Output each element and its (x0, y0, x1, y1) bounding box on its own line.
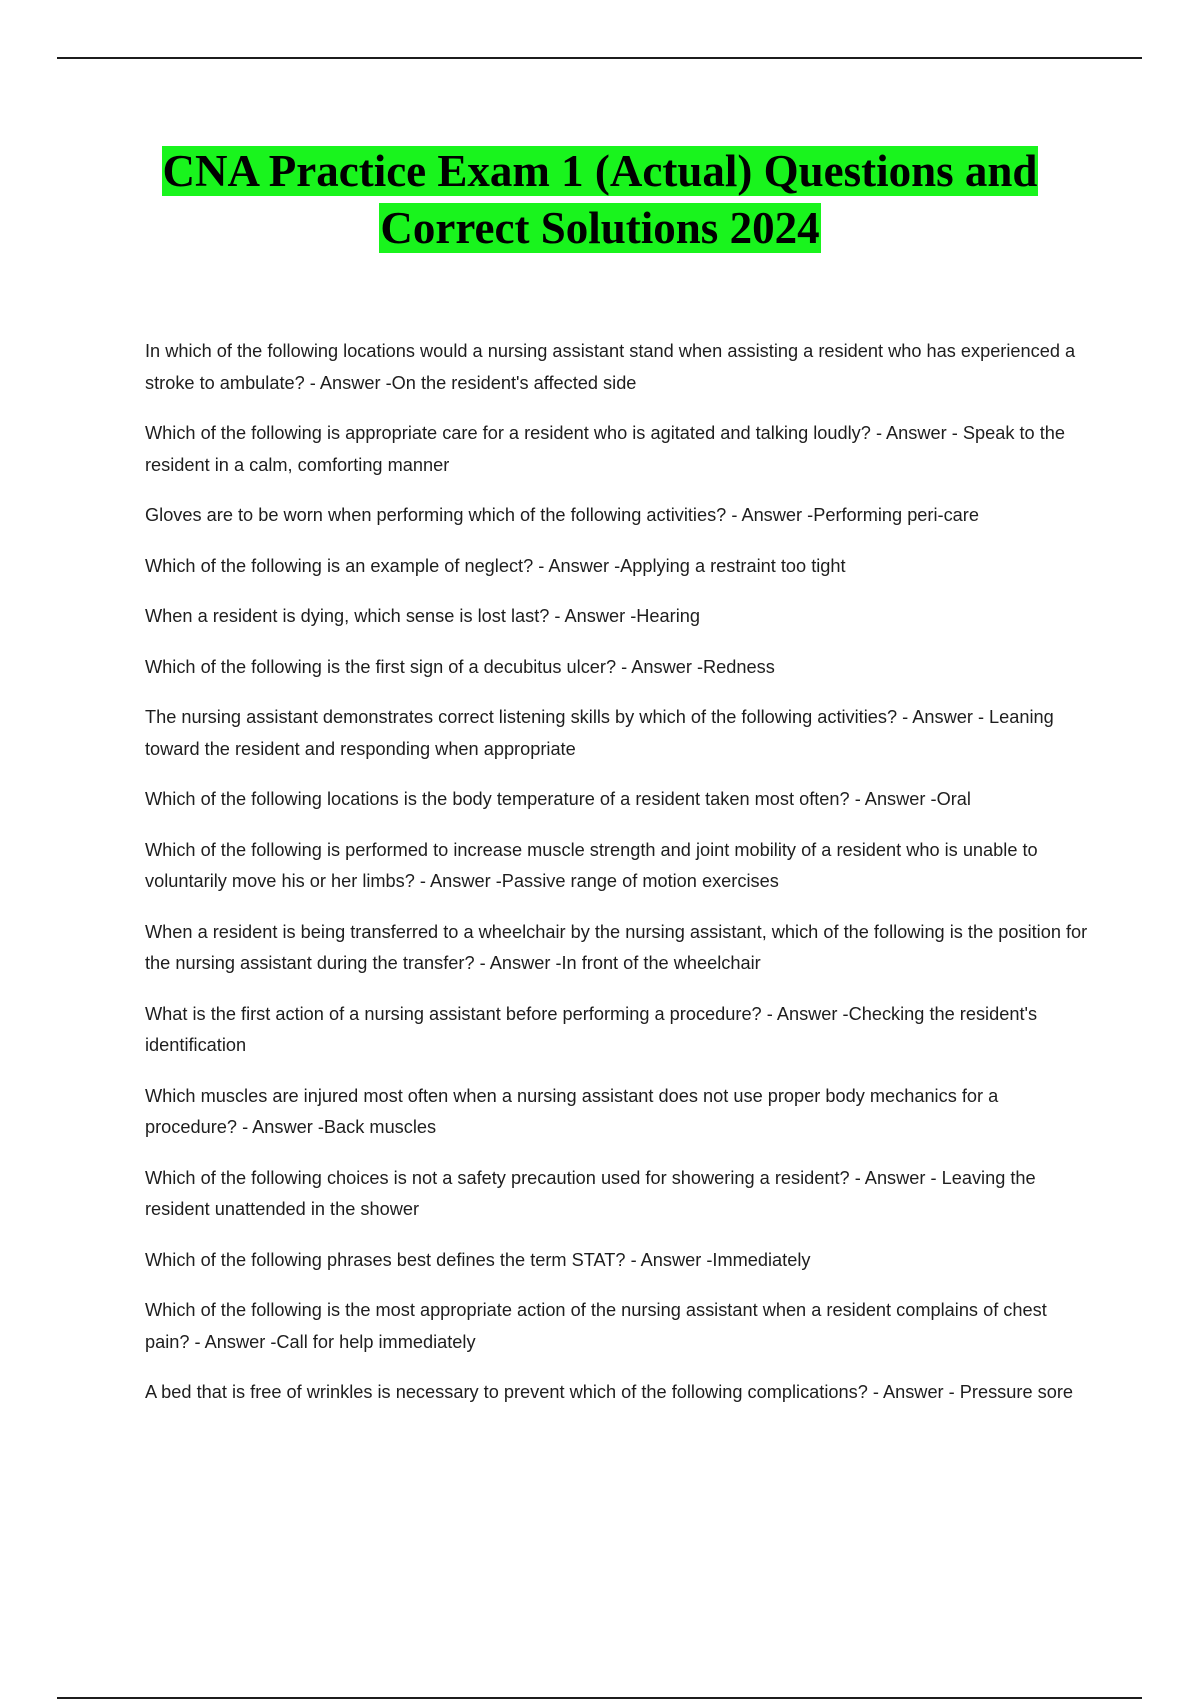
top-rule (57, 57, 1142, 59)
qa-item: Which of the following phrases best defines the term STAT? - Answer -Immediately (145, 1249, 811, 1270)
qa-item: Which muscles are injured most often when a nursing assistant does not use proper body mechanics for a procedure? - Answer -Back muscles (145, 1085, 999, 1137)
qa-item: In which of the following locations would a nursing assistant stand when assisting a resident who has experienced a stroke to ambulate? - Answer -On the resident's affected side (145, 341, 1076, 393)
qa-item: Which of the following is the most appropriate action of the nursing assistant when a resident complains of chest pain? - Answer -Call for help immediately (145, 1300, 1047, 1352)
qa-item: Which of the following is performed to increase muscle strength and joint mobility of a resident who is unable to voluntarily move his or her limbs? - Answer -Passive range of motion exercises (145, 839, 1038, 891)
qa-item: Which of the following is an example of neglect? - Answer -Applying a restraint too tight (145, 555, 846, 576)
question-answer-list (145, 336, 1095, 1428)
qa-item: Which of the following is appropriate care for a resident who is agitated and talking loudly? - Answer - Speak to the resident in a calm, comforting manner (145, 423, 1065, 475)
qa-item: Gloves are to be worn when performing which of the following activities? - Answer -Performing peri-care (145, 505, 979, 525)
qa-item: Which of the following locations is the body temperature of a resident taken most often? - Answer -Oral (145, 789, 971, 809)
qa-item: What is the first action of a nursing assistant before performing a procedure? - Answer -Checking the resident's identification (145, 1003, 1038, 1055)
qa-item: When a resident is dying, which sense is lost last? - Answer -Hearing (145, 606, 700, 626)
title-line-1: CNA Practice Exam 1 (Actual) Questions and (162, 146, 1038, 196)
qa-item: Which of the following choices is not a safety precaution used for showering a resident? - Answer - Leaving the resident unattended in the shower (145, 1167, 1036, 1219)
qa-item: When a resident is being transferred to a wheelchair by the nursing assistant, which of the following is the position for the nursing assistant during the transfer? - Answer -In front of the wheelchair (145, 921, 1088, 973)
document-title (100, 143, 1100, 257)
qa-item: Which of the following is the first sign of a decubitus ulcer? - Answer -Redness (145, 656, 775, 677)
qa-item: The nursing assistant demonstrates correct listening skills by which of the following activities? - Answer - Leaning toward the resident and responding when appropriate (145, 707, 1054, 759)
bottom-rule (57, 1697, 1142, 1699)
title-block (100, 143, 1100, 257)
title-line-2: Correct Solutions 2024 (380, 203, 820, 253)
qa-item: A bed that is free of wrinkles is necessary to prevent which of the following complications? - Answer - Pressure sore (145, 1382, 1073, 1402)
